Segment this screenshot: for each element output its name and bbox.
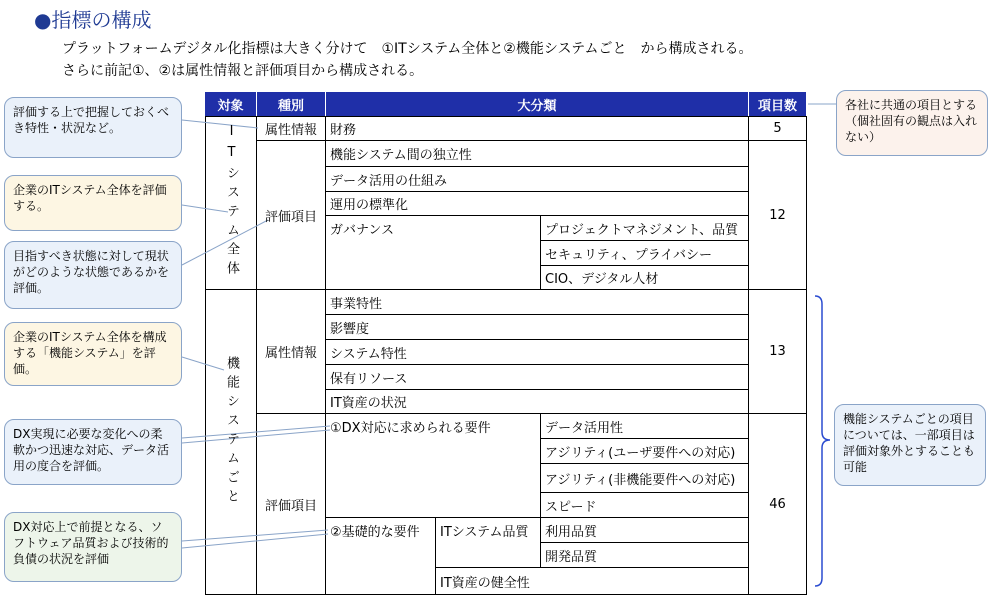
- callout-attr-info: 評価する上で把握しておくべき特性・状況など。: [4, 97, 182, 158]
- quality-sub-item: 開発品質: [545, 549, 598, 565]
- it-eval-item: 運用の標準化: [330, 198, 409, 213]
- it-attr-count: 5: [773, 121, 782, 136]
- header-type: 種別: [257, 92, 325, 116]
- callout-target-state: 目指すべき状態に対して現状がどのような状態であるかを評価。: [4, 241, 182, 309]
- dx-sub-item: アジリティ(ユーザ要件への対応): [545, 445, 736, 461]
- it-system-quality: ITシステム品質: [440, 525, 529, 540]
- basic-requirements: ②基礎的な要件: [330, 525, 420, 540]
- dx-sub-item: データ活用性: [545, 420, 624, 436]
- header-target: 対象: [205, 92, 256, 116]
- it-eval-label: 評価項目: [264, 209, 317, 225]
- it-eval-count: 12: [769, 207, 786, 223]
- func-attr-count: 13: [769, 344, 786, 359]
- governance-sub-item: プロジェクトマネジメント、品質: [545, 222, 739, 238]
- it-eval-item: データ活用の仕組み: [330, 173, 448, 189]
- func-attr-item: 保有リソース: [330, 371, 408, 387]
- section-label-it-whole: ITシステム全体: [224, 124, 239, 280]
- it-governance: ガバナンス: [330, 223, 394, 238]
- quality-sub-item: 利用品質: [545, 524, 598, 540]
- dx-sub-item: スピード: [545, 499, 597, 515]
- it-asset-health: IT資産の健全性: [440, 575, 530, 591]
- governance-sub-item: CIO、デジタル人材: [545, 272, 659, 287]
- it-attr-item: 財務: [330, 123, 357, 138]
- it-eval-item: 機能システム間の独立性: [330, 148, 472, 163]
- page-heading: ●指標の構成: [34, 8, 152, 32]
- dx-sub-item: アジリティ(非機能要件への対応): [545, 472, 736, 488]
- intro-line-2: さらに前記①、②は属性情報と評価項目から構成される。: [62, 63, 424, 79]
- header-category: 大分類: [326, 92, 748, 116]
- callout-software-quality: DX対応上で前提となる、ソフトウェア品質および技術的負債の状況を評価: [4, 512, 182, 582]
- callout-it-whole-eval: 企業のITシステム全体を評価する。: [4, 175, 182, 231]
- callout-partial-exclude: 機能システムごとの項目については、一部項目は評価対象外とすることも可能: [834, 404, 986, 486]
- func-attr-label: 属性情報: [264, 346, 317, 361]
- func-attr-item: 事業特性: [330, 296, 383, 312]
- func-eval-label: 評価項目: [264, 499, 317, 514]
- it-attr-label: 属性情報: [264, 123, 317, 138]
- callout-func-system: 企業のITシステム全体を構成する「機能システム」を評価。: [4, 322, 182, 386]
- intro-line-1: プラットフォームデジタル化指標は大きく分けて ①ITシステム全体と②機能システムごと から構成される。: [62, 41, 753, 57]
- func-eval-count: 46: [769, 497, 786, 512]
- func-attr-item: IT資産の状況: [330, 396, 407, 411]
- callout-common-items: 各社に共通の項目とする（個社固有の観点は入れない）: [836, 90, 988, 156]
- section-label-func-system: 機能システムごと: [224, 356, 239, 508]
- func-attr-item: 影響度: [330, 321, 370, 337]
- callout-dx-flex: DX実現に必要な変化への柔軟かつ迅速な対応、データ活用の度合を評価。: [4, 419, 182, 485]
- dx-requirements: ①DX対応に求められる要件: [330, 421, 491, 436]
- header-count: 項目数: [749, 92, 806, 116]
- func-attr-item: システム特性: [330, 346, 407, 362]
- governance-sub-item: セキュリティ、プライバシー: [545, 247, 713, 263]
